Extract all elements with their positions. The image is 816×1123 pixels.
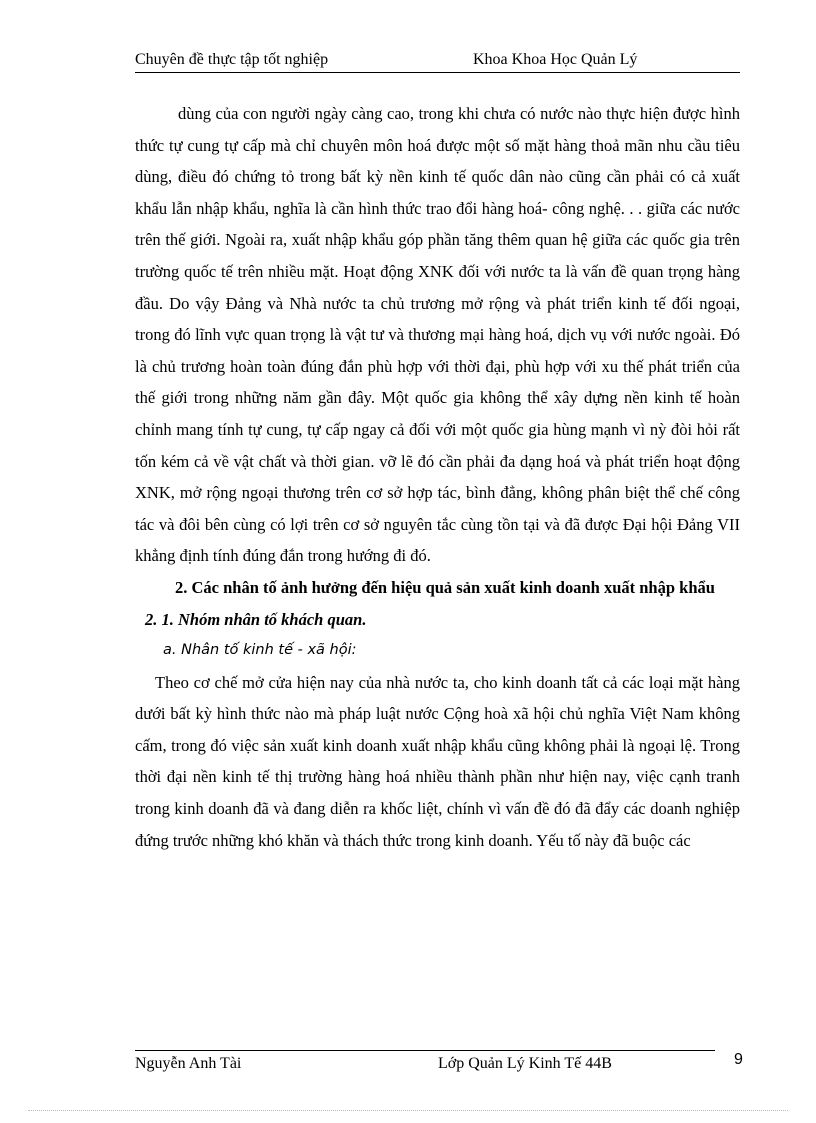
paragraph-intro: dùng của con người ngày càng cao, trong khi chưa có nước nào thực hiện được hình thức tự cung tự cấp mà chỉ chuyên môn hoá được một số mặt hàng thoả mãn nhu cầu tiêu dùng, điều đó chứng tỏ trong bất kỳ nền kinh tế quốc dân nào cũng cần phải có cả xuất khẩu lẫn nhập khẩu, nghĩa là cần hình thức trao đổi hàng hoá- công nghệ. . . giữa các nước trên thế giới. Ngoài ra, xuất nhập khẩu góp phần tăng thêm quan hệ giữa các quốc gia trên trường quốc tế trên nhiều mặt. Hoạt động XNK đối với nước ta là vấn đề quan trọng hàng đầu. Do vậy Đảng và Nhà nước ta chủ trương mở rộng và phát triển kinh tế đối ngoại, trong đó lĩnh vực quan trọng là vật tư và thương mại hàng hoá, dịch vụ với nước ngoài. Đó là chủ trương hoàn toàn đúng đắn phù hợp với thời đại, phù hợp với xu thế phát triển của thế giới trong những năm gần đây. Một quốc gia không thể xây dựng nền kinh tế hoàn chỉnh mang tính tự cung, tự cấp ngay cả đối với một quốc gia hùng mạnh vì nỳ đòi hỏi rất tốn kém cả về vật chất và thời gian. vỡ lẽ đó cần phải đa dạng hoá và phát triển hoạt động XNK, mở rộng ngoại thương trên cơ sở hợp tác, bình đẳng, không phân biệt thể chế công tác và đôi bên cùng có lợi trên cơ sở nguyên tắc cùng tồn tại và đã được Đại hội Đảng VII khẳng định tính đúng đắn trong hướng đi đó. — [135, 104, 740, 566]
subsection-heading-a: a. Nhân tố kinh tế - xã hội: — [163, 642, 357, 659]
paragraph-economic-social: Theo cơ chế mở cửa hiện nay của nhà nước ta, cho kinh doanh tất cả các loại mặt hàng dưới bất kỳ hình thức nào mà pháp luật nước Cộng hoà xã hội chủ nghĩa Việt Nam không cấm, trong đó việc sản xuất kinh doanh xuất nhập khẩu cũng không phải là ngoại lệ. Trong thời đại nền kinh tế thị trường hàng hoá nhiều thành phần như hiện nay, việc cạnh tranh trong kinh doanh đã và đang diễn ra khốc liệt, chính vì vấn đề đó đã đẩy các doanh nghiệp đứng trước những khó khăn và thách thức trong kinh doanh. Yếu tố này đã buộc các — [135, 672, 740, 850]
section-heading-2: 2. Các nhân tố ảnh hưởng đến hiệu quả sản xuất kinh doanh xuất nhập khẩu — [175, 577, 715, 597]
footer-divider — [135, 1050, 715, 1051]
header-faculty: Khoa Khoa Học Quản Lý — [473, 51, 638, 68]
page-header — [135, 50, 740, 73]
body-text — [135, 98, 740, 856]
header-report-title: Chuyên đề thực tập tốt nghiệp — [135, 51, 329, 68]
footer-class: Lớp Quản Lý Kinh Tế 44B — [438, 1055, 612, 1072]
page-number: 9 — [734, 1051, 743, 1068]
page-footer — [135, 1054, 755, 1076]
page-bottom-border — [28, 1110, 788, 1111]
footer-author: Nguyễn Anh Tài — [135, 1055, 242, 1072]
subsection-heading-2-1: 2. 1. Nhóm nhân tố khách quan. — [145, 609, 367, 629]
